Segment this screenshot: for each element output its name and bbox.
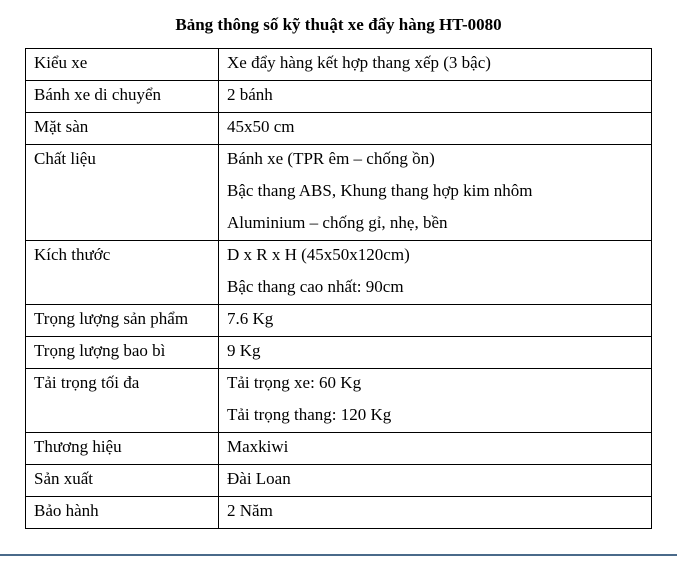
row-value-cell (219, 337, 652, 369)
row-label: Trọng lượng sản phẩm (26, 305, 219, 337)
table-row (26, 497, 652, 529)
row-value: Bậc thang ABS, Khung thang hợp kim nhôm (227, 181, 533, 200)
row-value-cell (219, 369, 652, 433)
row-value-cell (219, 305, 652, 337)
row-value: Tải trọng xe: 60 Kg (227, 373, 362, 392)
row-value: 2 bánh (227, 85, 273, 104)
row-value-cell (219, 241, 652, 305)
row-value: 7.6 Kg (227, 309, 274, 328)
table-row (26, 369, 652, 433)
row-value-cell (219, 497, 652, 529)
row-label: Tải trọng tối đa (26, 369, 219, 433)
table-row (26, 113, 652, 145)
row-value-cell (219, 145, 652, 241)
table-row (26, 81, 652, 113)
row-value: Maxkiwi (227, 437, 289, 456)
table-row (26, 305, 652, 337)
table-row (26, 49, 652, 81)
row-value-cell (219, 81, 652, 113)
row-value: 2 Năm (227, 501, 273, 520)
row-value: 9 Kg (227, 341, 261, 360)
row-value: Tải trọng thang: 120 Kg (227, 405, 392, 424)
row-label: Mặt sàn (26, 113, 219, 145)
row-value-cell (219, 49, 652, 81)
row-label: Bánh xe di chuyển (26, 81, 219, 113)
document-title: Bảng thông số kỹ thuật xe đẩy hàng HT-0080 (175, 15, 502, 34)
table-row (26, 145, 652, 241)
row-label: Kích thước (26, 241, 219, 305)
row-label: Thương hiệu (26, 433, 219, 465)
row-label: Bảo hành (26, 497, 219, 529)
table-row (26, 337, 652, 369)
row-value: Aluminium – chống gỉ, nhẹ, bền (227, 213, 448, 232)
row-value-cell (219, 465, 652, 497)
row-label: Sản xuất (26, 465, 219, 497)
row-label: Kiểu xe (26, 49, 219, 81)
table-row (26, 241, 652, 305)
row-value: Xe đẩy hàng kết hợp thang xếp (3 bậc) (227, 53, 491, 72)
row-value: Bậc thang cao nhất: 90cm (227, 277, 404, 296)
row-value: D x R x H (45x50x120cm) (227, 245, 410, 264)
row-value: Đài Loan (227, 469, 291, 488)
row-label: Chất liệu (26, 145, 219, 241)
row-value-cell (219, 113, 652, 145)
row-value-cell (219, 433, 652, 465)
table-row (26, 433, 652, 465)
row-value: Bánh xe (TPR êm – chống ồn) (227, 149, 435, 168)
table-row (26, 465, 652, 497)
row-value: 45x50 cm (227, 117, 295, 136)
spec-table (25, 48, 652, 529)
row-label: Trọng lượng bao bì (26, 337, 219, 369)
bottom-divider (0, 554, 677, 556)
